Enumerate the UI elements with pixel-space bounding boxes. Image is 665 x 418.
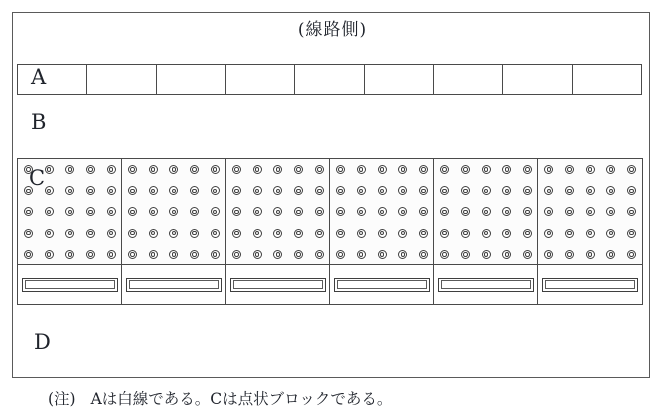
label-a: A xyxy=(31,65,47,89)
tactile-dot xyxy=(627,165,636,174)
tactile-dot xyxy=(294,165,303,174)
bar-cell xyxy=(17,264,123,305)
tactile-dot xyxy=(606,250,615,259)
tactile-dot xyxy=(482,207,491,216)
tactile-dot xyxy=(211,229,220,238)
tactile-dot xyxy=(24,229,33,238)
tactile-dot xyxy=(336,250,345,259)
label-b: B xyxy=(31,110,47,134)
label-c: C xyxy=(29,166,46,190)
tactile-dot xyxy=(149,207,158,216)
tactile-dot xyxy=(24,250,33,259)
tactile-dot xyxy=(606,207,615,216)
tactile-dot xyxy=(107,250,116,259)
tactile-dot xyxy=(190,229,199,238)
tactile-dot xyxy=(502,229,511,238)
tactile-dot xyxy=(253,229,262,238)
inner-line-bar xyxy=(230,278,326,292)
tactile-dot xyxy=(440,186,449,195)
tactile-dot xyxy=(45,207,54,216)
inner-line-bar xyxy=(438,278,534,292)
tactile-dot xyxy=(565,165,574,174)
tactile-dot xyxy=(190,165,199,174)
tactile-dot xyxy=(606,229,615,238)
tactile-dot xyxy=(45,229,54,238)
tactile-dot xyxy=(273,207,282,216)
tactile-dot xyxy=(253,250,262,259)
tactile-dot xyxy=(586,250,595,259)
tactile-dot xyxy=(461,207,470,216)
inner-line-bar xyxy=(334,278,430,292)
tactile-dot xyxy=(169,250,178,259)
tactile-dot xyxy=(398,250,407,259)
tactile-dot xyxy=(627,207,636,216)
tactile-dot xyxy=(544,207,553,216)
white-line-cell xyxy=(86,65,155,94)
tactile-dot xyxy=(357,186,366,195)
white-line-cell xyxy=(502,65,571,94)
inner-line-bar-inner xyxy=(441,280,531,289)
white-line-cell xyxy=(156,65,225,94)
tactile-dot xyxy=(398,207,407,216)
tactile-dot-block xyxy=(537,158,643,266)
white-line-cell xyxy=(18,65,86,94)
bar-cell xyxy=(121,264,227,305)
tactile-dot xyxy=(232,207,241,216)
tactile-dot xyxy=(273,165,282,174)
tactile-dot xyxy=(211,186,220,195)
tactile-dot xyxy=(128,165,137,174)
bar-cell xyxy=(433,264,539,305)
tactile-dot xyxy=(336,186,345,195)
label-d: D xyxy=(34,330,51,354)
tactile-dot xyxy=(565,250,574,259)
tactile-dot xyxy=(86,229,95,238)
tactile-dot xyxy=(627,229,636,238)
tactile-dot xyxy=(357,229,366,238)
tactile-dot-block xyxy=(433,158,539,266)
tactile-dot xyxy=(86,250,95,259)
tactile-dot xyxy=(544,250,553,259)
tactile-dot xyxy=(627,186,636,195)
inner-line-bar-inner xyxy=(233,280,323,289)
tactile-dot xyxy=(86,207,95,216)
tactile-dot xyxy=(86,186,95,195)
tactile-dot xyxy=(398,229,407,238)
tactile-dot xyxy=(315,165,324,174)
tactile-dot xyxy=(315,229,324,238)
tactile-dot xyxy=(45,250,54,259)
inner-line-bar-inner xyxy=(129,280,219,289)
note-body: Aは白線である。Cは点状ブロックである。 xyxy=(90,390,393,408)
tactile-dot xyxy=(45,165,54,174)
tactile-dot xyxy=(315,207,324,216)
tactile-dot xyxy=(482,229,491,238)
tactile-dot xyxy=(294,207,303,216)
tactile-dot xyxy=(128,207,137,216)
tactile-dot xyxy=(586,207,595,216)
tactile-dot xyxy=(523,229,532,238)
tactile-dot xyxy=(378,207,387,216)
tactile-dot xyxy=(378,186,387,195)
tactile-dot xyxy=(378,165,387,174)
tactile-dot xyxy=(273,229,282,238)
tactile-dot xyxy=(419,250,428,259)
tactile-dot xyxy=(232,165,241,174)
tactile-dot xyxy=(502,250,511,259)
tactile-dot xyxy=(273,250,282,259)
inner-line-bar xyxy=(22,278,118,292)
tactile-dot-block xyxy=(121,158,227,266)
tactile-dot xyxy=(544,165,553,174)
tactile-dot xyxy=(440,207,449,216)
tactile-dot xyxy=(65,207,74,216)
tactile-dot xyxy=(565,186,574,195)
tactile-dot xyxy=(336,207,345,216)
bar-cell xyxy=(537,264,643,305)
tactile-dot xyxy=(315,250,324,259)
tactile-dot xyxy=(398,165,407,174)
tactile-dot xyxy=(232,250,241,259)
white-line-cell xyxy=(294,65,363,94)
tactile-dot xyxy=(315,186,324,195)
tactile-dot xyxy=(65,165,74,174)
tactile-dot xyxy=(627,250,636,259)
tactile-dot xyxy=(232,186,241,195)
tactile-dot xyxy=(565,207,574,216)
tactile-dot xyxy=(65,186,74,195)
inner-line-bar xyxy=(542,278,638,292)
tactile-dot xyxy=(461,165,470,174)
tactile-dot xyxy=(65,229,74,238)
tactile-dot xyxy=(523,207,532,216)
tactile-dot xyxy=(502,165,511,174)
tactile-dot xyxy=(482,186,491,195)
tactile-dot xyxy=(544,229,553,238)
bar-cell xyxy=(225,264,331,305)
tactile-dot xyxy=(211,207,220,216)
bar-cell xyxy=(329,264,435,305)
tactile-dot xyxy=(107,229,116,238)
tactile-dot xyxy=(606,186,615,195)
tactile-dot xyxy=(190,250,199,259)
note-prefix: (注) xyxy=(48,390,76,408)
tactile-dot xyxy=(398,186,407,195)
tactile-dot xyxy=(586,186,595,195)
tactile-dot xyxy=(357,207,366,216)
tactile-dot xyxy=(523,165,532,174)
inner-line-bar-inner xyxy=(25,280,115,289)
tactile-dot xyxy=(211,250,220,259)
inner-line-bar xyxy=(126,278,222,292)
tactile-dot xyxy=(273,186,282,195)
tactile-dot xyxy=(502,207,511,216)
tactile-dot xyxy=(253,186,262,195)
tactile-dot xyxy=(586,229,595,238)
tactile-dot xyxy=(502,186,511,195)
tactile-dot xyxy=(461,250,470,259)
tactile-dot xyxy=(190,207,199,216)
tactile-block-row xyxy=(17,158,643,266)
tactile-dot xyxy=(128,250,137,259)
tactile-dot xyxy=(149,186,158,195)
tactile-dot xyxy=(523,186,532,195)
white-line-cell xyxy=(364,65,433,94)
tactile-dot xyxy=(461,186,470,195)
tactile-dot xyxy=(294,186,303,195)
tactile-dot xyxy=(378,250,387,259)
tactile-dot xyxy=(211,165,220,174)
tactile-dot xyxy=(565,229,574,238)
tactile-dot xyxy=(149,250,158,259)
tactile-dot xyxy=(440,250,449,259)
tactile-dot xyxy=(461,229,470,238)
tactile-dot xyxy=(419,229,428,238)
inner-line-bar-inner xyxy=(545,280,635,289)
tactile-dot xyxy=(24,207,33,216)
tactile-dot xyxy=(294,250,303,259)
tactile-dot xyxy=(232,229,241,238)
tactile-dot xyxy=(482,250,491,259)
tactile-dot xyxy=(65,250,74,259)
white-line-cell xyxy=(433,65,502,94)
tactile-dot xyxy=(378,229,387,238)
tactile-dot xyxy=(149,165,158,174)
white-line-cell xyxy=(225,65,294,94)
tactile-dot xyxy=(544,186,553,195)
tactile-dot-block xyxy=(329,158,435,266)
bar-row xyxy=(17,264,643,305)
tactile-dot xyxy=(419,186,428,195)
tactile-dot xyxy=(169,165,178,174)
tactile-dot xyxy=(336,165,345,174)
tactile-dot xyxy=(419,207,428,216)
tactile-dot xyxy=(149,229,158,238)
tactile-dot xyxy=(294,229,303,238)
tactile-dot xyxy=(169,207,178,216)
tactile-dot xyxy=(253,165,262,174)
tactile-dot xyxy=(169,229,178,238)
tactile-dot xyxy=(419,165,428,174)
tactile-dot xyxy=(86,165,95,174)
tactile-dot xyxy=(190,186,199,195)
tactile-dot xyxy=(107,207,116,216)
tactile-dot xyxy=(336,229,345,238)
tactile-dot xyxy=(128,186,137,195)
tactile-dot xyxy=(253,207,262,216)
track-side-label: (線路側) xyxy=(297,20,368,40)
white-line-cell xyxy=(572,65,641,94)
tactile-dot xyxy=(357,165,366,174)
tactile-dot xyxy=(128,229,137,238)
tactile-dot xyxy=(440,229,449,238)
tactile-dot xyxy=(482,165,491,174)
tactile-dot xyxy=(586,165,595,174)
tactile-dot xyxy=(107,186,116,195)
note-text xyxy=(48,387,392,409)
tactile-dot xyxy=(357,250,366,259)
tactile-dot xyxy=(606,165,615,174)
tactile-dot xyxy=(440,165,449,174)
tactile-dot xyxy=(45,186,54,195)
white-line-row xyxy=(17,64,642,95)
inner-line-bar-inner xyxy=(337,280,427,289)
tactile-dot xyxy=(107,165,116,174)
tactile-dot xyxy=(169,186,178,195)
tactile-dot xyxy=(523,250,532,259)
tactile-dot-block xyxy=(225,158,331,266)
